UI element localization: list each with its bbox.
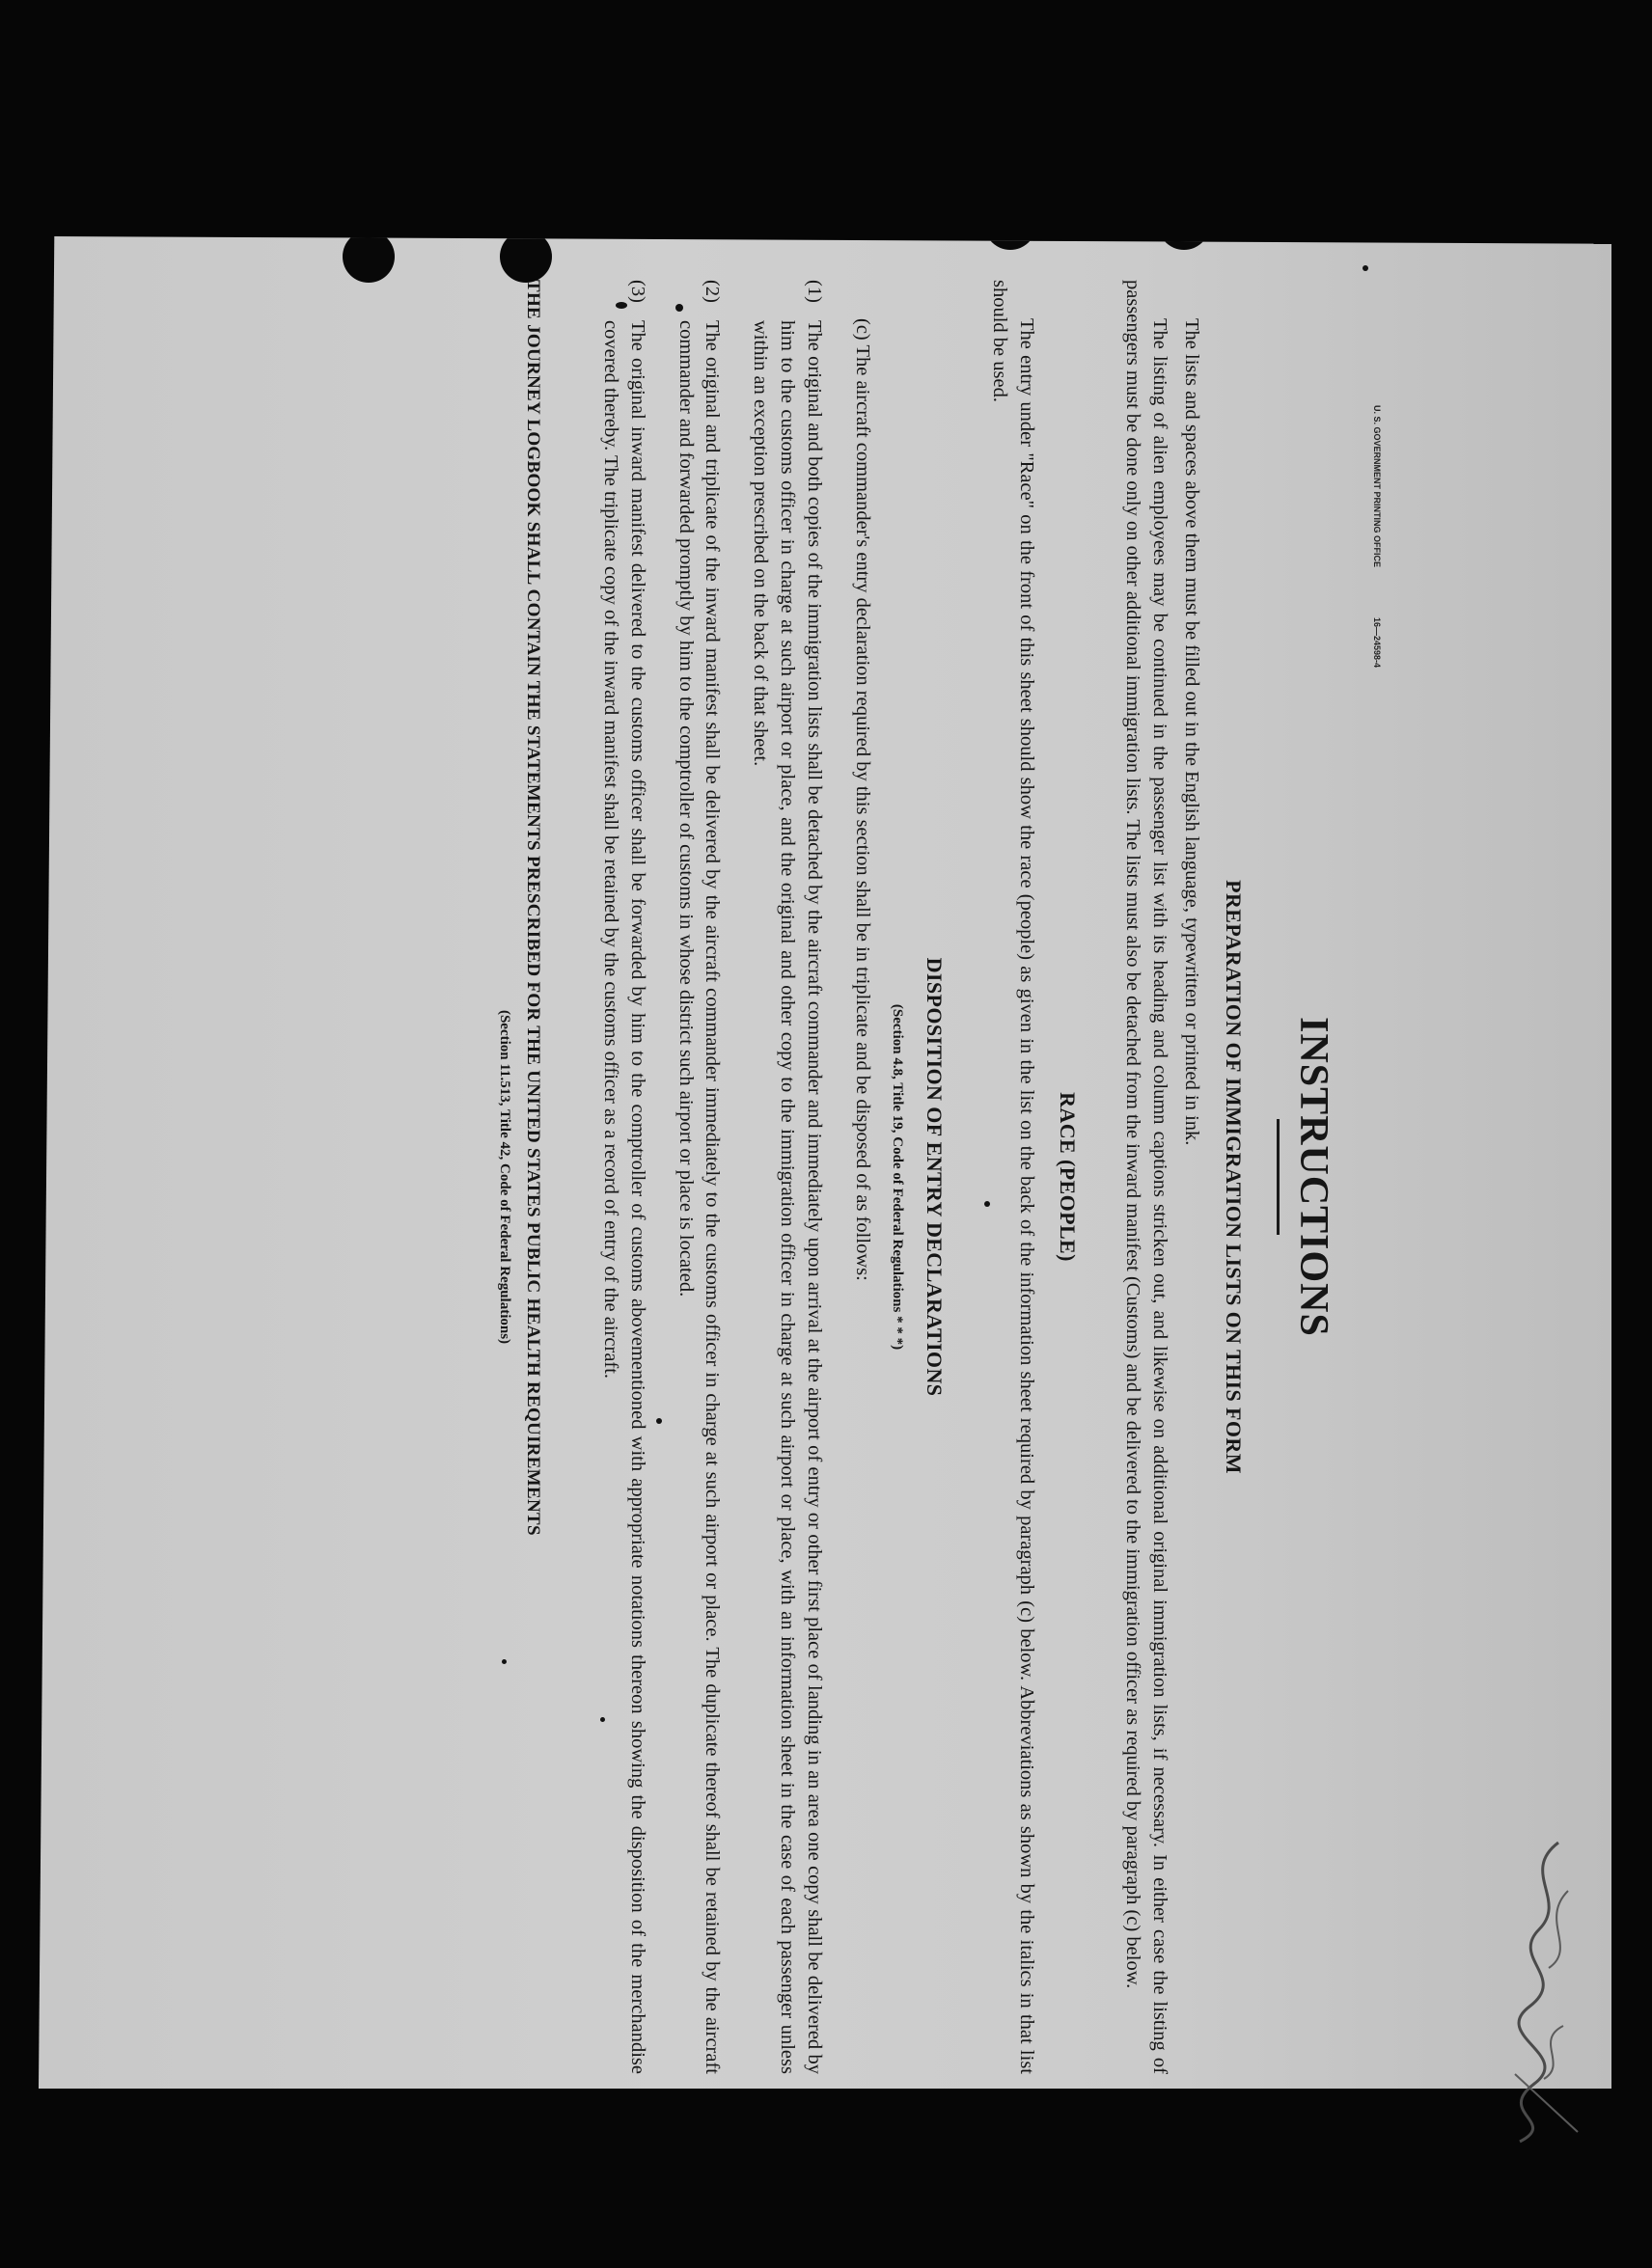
list-item-text: The original and triplicate of the inward manifest shall be delivered by the aircraft commander immediately to the customs officer in charge at such airport or place. The duplicate thereof shall be retained by the aircraft commander and forwarded promptly by him to the comptroller of customs in whose district such airport or place is located.	[675, 320, 724, 2074]
paragraph: (c) The aircraft commander's entry declaration required by this section shall be in triplicate and be disposed of as follows:	[851, 318, 873, 1281]
print-code: 16—24598-4	[1372, 617, 1382, 669]
paragraph: The listing of alien employees may be continued in the passenger list with its heading and column captions stricken out, and likewise on additional original immigration lists, if necessary. In either case the listing of passengers must be done only on other additional immigration lists. The lists must also be detached from the inward manifest (Customs) and be delivered to the immigration officer as required by paragraph (c) below.	[1121, 280, 1170, 2074]
punch-hole	[343, 231, 395, 283]
section-heading-preparation: PREPARATION OF IMMIGRATION LISTS ON THIS FORM	[1221, 880, 1246, 1474]
paragraph: The lists and spaces above them must be filled out in the English language, typewritten or printed in ink.	[1181, 318, 1203, 1146]
list-item-number: (1)	[803, 280, 825, 303]
ink-speck	[977, 178, 986, 186]
list-item	[672, 280, 726, 2074]
section-heading-race: RACE (PEOPLE)	[1056, 1092, 1081, 1262]
instructions-text-block	[491, 280, 1335, 2074]
list-item-text: The original inward manifest delivered to the customs officer shall be forwarded by him to the comptroller of customs abovementioned with appropriate notations thereon showing the disposition of the merchandise covered thereby. The triplicate copy of the inward manifest shall be retained by the customs officer as a record of entry of the aircraft.	[600, 320, 648, 2074]
section-heading-disposition: DISPOSITION OF ENTRY DECLARATIONS	[922, 957, 948, 1397]
ink-speck	[1363, 265, 1368, 271]
logbook-statement: THE JOURNEY LOGBOOK SHALL CONTAIN THE STATEMENTS PRESCRIBED FOR THE UNITED STATES PUBLIC HEALTH REQUIREMENTS	[523, 280, 544, 1536]
printer-imprint: U. S. GOVERNMENT PRINTING OFFICE	[1372, 405, 1382, 568]
punch-hole	[984, 198, 1036, 250]
title-underline	[1277, 1119, 1280, 1235]
page-title: INSTRUCTIONS	[1291, 1017, 1335, 1337]
list-item-number: (2)	[702, 280, 724, 303]
punch-hole	[1158, 198, 1210, 250]
list-item-number: (3)	[626, 280, 648, 303]
handwritten-signature	[1501, 1833, 1587, 2151]
list-item	[596, 280, 650, 2074]
logbook-citation: (Section 11.513, Title 42, Code of Federal Regulations)	[497, 1009, 513, 1345]
paragraph: The entry under "Race" on the front of this sheet should show the race (people) as given in the list on the back of the information sheet required by paragraph (c) below. Abbreviations as shown by the italics in that list should be used.	[988, 280, 1037, 2074]
section-citation: (Section 4.8, Title 19, Code of Federal Regulations * * *)	[889, 1003, 905, 1351]
list-item-text: The original and both copies of the immigration lists shall be detached by the aircraft commander and immediately upon arrival at the airport of entry or other first place of landing in an area one copy shall be delivered by him to the customs officer in charge at such airport or place, and the original and other copy to the immigration officer in charge at such airport or place, with an information sheet in the case of each passenger unless within an exception prescribed on the back of that sheet.	[750, 320, 825, 2074]
punch-hole	[500, 231, 552, 283]
list-item	[746, 280, 826, 2074]
